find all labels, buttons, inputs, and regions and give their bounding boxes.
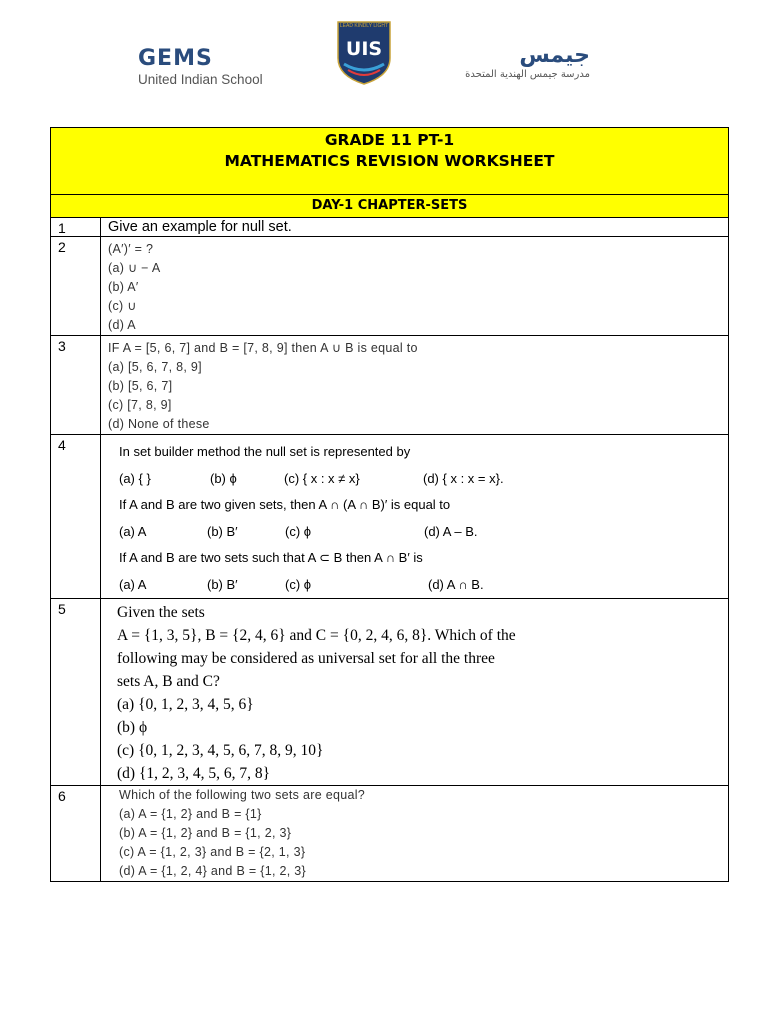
option-c: (c) ϕ <box>285 523 312 539</box>
day-heading: DAY-1 CHAPTER-SETS <box>51 195 729 218</box>
option-b: (b) B′ <box>207 523 238 539</box>
gems-logo-subtitle: United Indian School <box>138 72 263 87</box>
option-c: (c) {0, 1, 2, 3, 4, 5, 6, 7, 8, 9, 10} <box>117 742 324 759</box>
option-a: (a) A <box>119 576 147 592</box>
option-b: (b) A′ <box>108 280 139 294</box>
option-a: (a) A = {1, 2} and B = {1} <box>119 807 262 821</box>
question-text: (A′)′ = ? <box>108 242 154 256</box>
question-row <box>51 435 729 599</box>
question-number: 6 <box>51 786 101 882</box>
question-text: Which of the following two sets are equal? <box>119 788 366 802</box>
question-content <box>101 237 729 336</box>
option-d: (d) None of these <box>108 417 210 431</box>
question-number: 5 <box>51 599 101 786</box>
options-row <box>119 572 728 599</box>
question-text: In set builder method the null set is represented by <box>119 444 411 459</box>
question-number: 1 <box>51 218 101 237</box>
option-c: (c) ∪ <box>108 299 137 313</box>
arabic-logo <box>465 44 590 82</box>
option-a: (a) A <box>119 523 147 539</box>
option-a: (a) [5, 6, 7, 8, 9] <box>108 360 202 374</box>
option-a: (a) ∪ − A <box>108 261 161 275</box>
question-content <box>101 336 729 435</box>
gems-logo-word: GEMS <box>138 46 213 71</box>
question-row <box>51 218 729 237</box>
option-a: (a) {0, 1, 2, 3, 4, 5, 6} <box>117 696 254 713</box>
arabic-logo-subtitle: مدرسة جيمس الهندية المتحدة <box>465 69 590 80</box>
question-number: 4 <box>51 435 101 599</box>
option-d: (d) A = {1, 2, 4} and B = {1, 2, 3} <box>119 864 307 878</box>
option-c: (c) ϕ <box>285 576 312 592</box>
question-number: 3 <box>51 336 101 435</box>
uis-shield-logo <box>336 20 392 86</box>
question-text: Give an example for null set. <box>101 218 729 237</box>
option-b: (b) ϕ <box>210 470 237 486</box>
question-text: IF A = [5, 6, 7] and B = [7, 8, 9] then A ∪ B is equal to <box>108 341 418 355</box>
question-number: 2 <box>51 237 101 336</box>
worksheet-table <box>50 127 729 882</box>
question-content <box>101 435 729 599</box>
question-row <box>51 237 729 336</box>
option-b: (b) ϕ <box>117 719 148 736</box>
uis-motto: LEAD KINDLY LIGHT <box>339 23 389 29</box>
question-text: Given the sets <box>117 604 205 621</box>
option-c: (c) { x : x ≠ x} <box>284 470 360 486</box>
worksheet-title <box>51 128 729 195</box>
option-d: (d) A – B. <box>424 523 478 539</box>
question-content <box>101 786 729 882</box>
question-text: sets A, B and C? <box>117 673 220 690</box>
question-row <box>51 336 729 435</box>
option-c: (c) [7, 8, 9] <box>108 398 172 412</box>
uis-logo-text: UIS <box>345 38 383 60</box>
option-b: (b) B′ <box>207 576 238 592</box>
grade-title: GRADE 11 PT-1 <box>324 131 455 149</box>
option-d: (d) A ∩ B. <box>428 576 484 592</box>
option-d: (d) {1, 2, 3, 4, 5, 6, 7, 8} <box>117 765 271 782</box>
option-a: (a) { } <box>119 470 151 486</box>
options-row <box>119 519 728 546</box>
option-b: (b) [5, 6, 7] <box>108 379 173 393</box>
arabic-logo-word: جيمس <box>519 43 590 68</box>
school-header <box>0 0 768 110</box>
question-content <box>101 599 729 786</box>
gems-logo <box>138 48 263 88</box>
option-c: (c) A = {1, 2, 3} and B = {2, 1, 3} <box>119 845 306 859</box>
options-row <box>119 466 728 493</box>
question-text: If A and B are two sets such that A ⊂ B then A ∩ B′ is <box>119 550 423 565</box>
question-row <box>51 786 729 882</box>
question-text: following may be considered as universal set for all the three <box>117 650 495 667</box>
option-b: (b) A = {1, 2} and B = {1, 2, 3} <box>119 826 292 840</box>
option-d: (d) A <box>108 318 136 332</box>
question-text: A = {1, 3, 5}, B = {2, 4, 6} and C = {0, 2, 4, 6, 8}. Which of the <box>117 627 516 644</box>
question-text: If A and B are two given sets, then A ∩ (A ∩ B)′ is equal to <box>119 497 451 512</box>
question-row <box>51 599 729 786</box>
option-d: (d) { x : x = x}. <box>423 470 504 486</box>
subject-title: MATHEMATICS REVISION WORKSHEET <box>224 152 555 170</box>
